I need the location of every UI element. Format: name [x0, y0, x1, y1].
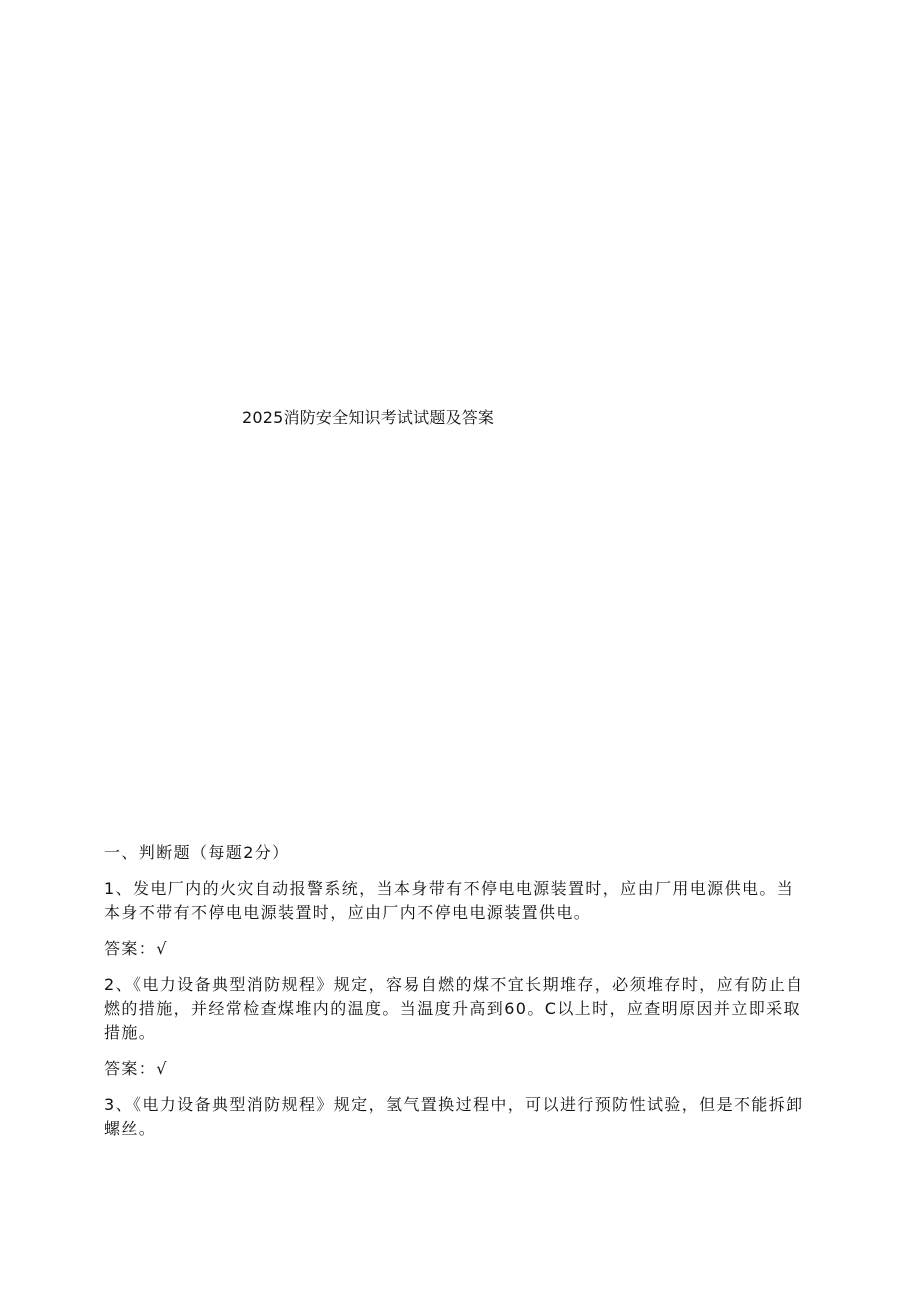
document-body	[104, 841, 804, 1153]
question-3-text: 3、《电力设备典型消防规程》规定，氢气置换过程中，可以进行预防性试验，但是不能拆卸螺丝。	[104, 1095, 804, 1138]
section-heading: 一、判断题（每题2分）	[104, 843, 290, 862]
question-1-text: 1、发电厂内的火灾自动报警系统，当本身带有不停电电源装置时，应由厂用电源供电。当本身不带有不停电电源装置时，应由厂内不停电电源装置供电。	[104, 879, 795, 922]
document-title: 2025消防安全知识考试试题及答案	[242, 408, 495, 427]
question-2-text: 2、《电力设备典型消防规程》规定，容易自燃的煤不宜长期堆存，必须堆存时，应有防止自燃的措施，并经常检查煤堆内的温度。当温度升高到60。C以上时，应查明原因并立即采取措施。	[104, 975, 804, 1042]
question-2-answer: 答案：√	[104, 1059, 168, 1078]
question-1-answer: 答案：√	[104, 939, 168, 958]
